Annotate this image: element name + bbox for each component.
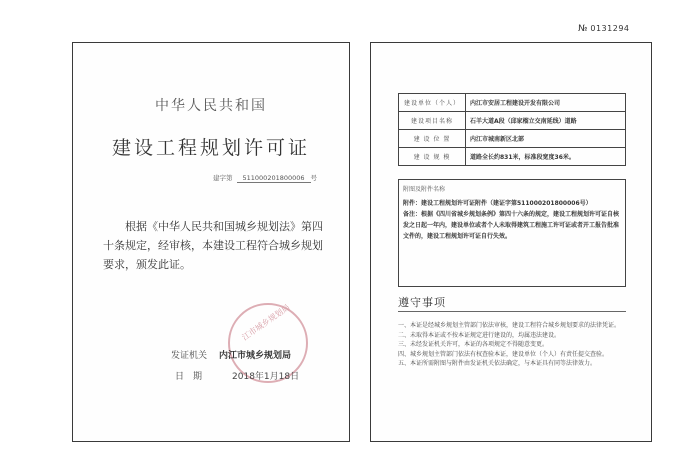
annex-box bbox=[398, 179, 626, 287]
table-row bbox=[399, 148, 626, 166]
project-info-table bbox=[398, 93, 626, 166]
table-row bbox=[399, 130, 626, 148]
issuer-value: 内江市城乡规划局 bbox=[219, 351, 292, 361]
info-value: 石羊大道A段（邱家榴立交南延线）道路 bbox=[466, 112, 626, 130]
list-item: 二、未取得本证或不按本证规定进行建设的，均属违法建设。 bbox=[398, 331, 561, 339]
certificate-right-page bbox=[370, 42, 652, 442]
issue-date bbox=[175, 369, 299, 382]
certificate-title: 建设工程规划许可证 bbox=[111, 137, 310, 159]
notes-title: 遵守事项 bbox=[398, 296, 446, 309]
info-value: 内江市城南新区北部 bbox=[466, 130, 626, 148]
table-row bbox=[399, 112, 626, 130]
table-row bbox=[399, 94, 626, 112]
date-value: 2018年1月18日 bbox=[232, 372, 300, 382]
info-label: 建设项目名称 bbox=[399, 112, 466, 130]
serial-value: 0131294 bbox=[590, 24, 630, 33]
serial-number bbox=[578, 24, 630, 34]
issuer-label: 发证机关 bbox=[171, 351, 208, 361]
info-value: 道路全长约831米，标准段宽度36米。 bbox=[466, 148, 626, 166]
annex-body bbox=[403, 198, 621, 242]
country-name: 中华人民共和国 bbox=[155, 98, 267, 114]
info-value: 内江市安居工程建设开发有限公司 bbox=[466, 94, 626, 112]
notes-list bbox=[398, 321, 634, 369]
annex-header: 附图及附件名称 bbox=[403, 186, 446, 193]
list-item: 五、本证所需附图与附件由发证机关依法确定，与本证具有同等法律效力。 bbox=[398, 360, 597, 368]
date-label: 日 期 bbox=[175, 372, 203, 382]
annex-line: 附件：建设工程规划许可证附件（建证字第511000201800006号） bbox=[403, 200, 592, 207]
certificate-number-prefix: 建字第 bbox=[213, 174, 233, 182]
serial-label: № bbox=[578, 24, 588, 34]
official-seal-text: 江市城乡规划局 bbox=[240, 302, 292, 343]
annex-line: 备注：根据《四川省城乡规划条例》第四十六条的规定，建设工程规划许可证自核发之日起一年内，建设单位或者个人未取得建筑工程施工许可证或者开工报告批准文件的，建设工程规划许可证自行失效。 bbox=[403, 211, 620, 240]
list-item: 一、本证是经城乡规划主管部门依法审核，建设工程符合城乡规划要求的法律凭证。 bbox=[398, 322, 621, 329]
list-item: 三、未经发证机关许可，本证的各项规定不得随意变更。 bbox=[398, 341, 549, 349]
certificate-left-page bbox=[72, 42, 350, 442]
certificate-body-text: 根据《中华人民共和国城乡规划法》第四十条规定，经审核，本建设工程符合城乡规划要求，颁发此证。 bbox=[103, 220, 323, 271]
info-label: 建设单位（个人） bbox=[399, 94, 466, 112]
certificate-number-suffix: 号 bbox=[310, 174, 318, 182]
list-item: 四、城乡规划主管部门依法有权查验本证，建设单位（个人）有责任提交查验。 bbox=[398, 350, 609, 358]
certificate-number-value: 511000201800006 bbox=[237, 174, 311, 183]
info-label: 建 设 位 置 bbox=[399, 130, 466, 148]
notes-divider bbox=[398, 311, 626, 312]
certificate-number bbox=[213, 173, 317, 183]
info-label: 建 设 规 模 bbox=[399, 148, 466, 166]
issuing-authority bbox=[171, 348, 291, 361]
